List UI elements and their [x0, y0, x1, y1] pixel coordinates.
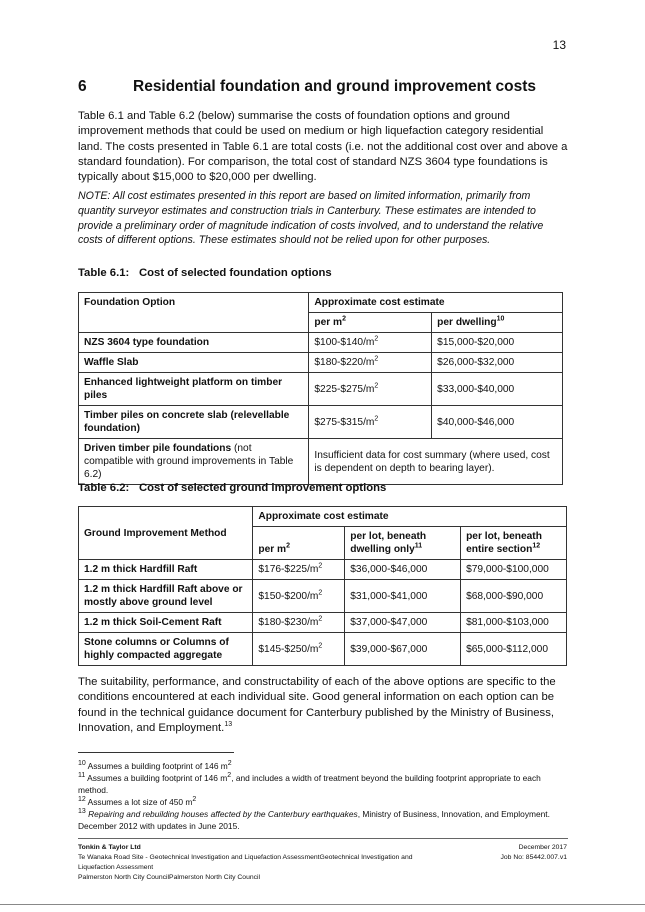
footnote: $^{12}$ Assumes a lot size of 450 $m^2$: [78, 796, 197, 807]
foundation-option-cell: Timber piles on concrete slab (relevellable foundation): [79, 406, 309, 439]
section-number: 6: [78, 78, 87, 95]
footer-project: Te Wanaka Road Site - Geotechnical Investigation and Liquefaction AssessmentGeotechnical Investigation and Liquefaction Assessment: [78, 854, 413, 871]
footnote-reference: 13: [224, 721, 233, 729]
footnote-divider: [78, 752, 234, 753]
header-approx-cost: Approximate cost estimate: [309, 293, 563, 313]
method-cell: 1.2 m thick Hardfill Raft: [79, 560, 253, 580]
footer-job-number: Job No: 85442.007.v1: [500, 854, 567, 861]
per-lot-dwelling-cell: $31,000-$41,000: [345, 580, 461, 613]
intro-paragraph: Table 6.1 and Table 6.2 (below) summarise the costs of foundation options and ground improvement methods that could be used on medium or high liquefaction category residential land. The costs presented in Table 6.1 are total costs (i.e. not the additional cost over and above a standard foundation). For comparison, the total cost of standard NZS 3604 type foundations is typically about $15,000 to $20,000 per dwelling.: [78, 110, 568, 184]
table-row: [79, 633, 567, 666]
method-cell: Stone columns or Columns of highly compacted aggregate: [79, 633, 253, 666]
header-per-m2: per $m^2$: [253, 527, 345, 560]
section-title: Residential foundation and ground improvement costs: [133, 78, 537, 95]
foundation-option-cell: Waffle Slab: [79, 353, 309, 373]
footer-left: [78, 843, 438, 883]
per-lot-section-cell: $79,000-$100,000: [461, 560, 567, 580]
table-row: [79, 406, 563, 439]
per-m2-cell: $\$225-\$275/m^2$: [309, 373, 432, 406]
table-row: [79, 560, 567, 580]
table-6-2-caption-number: Table 6.2:: [78, 482, 130, 494]
foundation-option-cell: NZS 3604 type foundation: [79, 333, 309, 353]
footnote: $^{10}$ Assumes a building footprint of 146 $m^2$: [78, 760, 232, 771]
per-m2-cell: $\$275-\$315/m^2$: [309, 406, 432, 439]
per-m2-cell: $\$150-\$200/m^2$: [253, 580, 345, 613]
table-6-1-caption-number: Table 6.1:: [78, 267, 130, 279]
footnotes: [78, 760, 568, 832]
header-per-lot-dwelling: per lot, beneath dwelling only$^{11}$: [345, 527, 461, 560]
footer-divider: [78, 838, 568, 839]
footer-date: December 2017: [518, 844, 567, 851]
method-cell: 1.2 m thick Soil-Cement Raft: [79, 613, 253, 633]
per-dwelling-cell: $33,000-$40,000: [432, 373, 563, 406]
per-dwelling-cell: $15,000-$20,000: [432, 333, 563, 353]
footer-right: [500, 843, 567, 863]
header-per-lot-section: per lot, beneath entire section$^{12}$: [461, 527, 567, 560]
method-cell: 1.2 m thick Hardfill Raft above or mostly above ground level: [79, 580, 253, 613]
per-m2-cell: $\$180-\$220/m^2$: [309, 353, 432, 373]
per-lot-dwelling-cell: $36,000-$46,000: [345, 560, 461, 580]
header-per-dwelling: per dwelling$^{10}$: [432, 313, 563, 333]
section-heading: [78, 78, 536, 96]
per-lot-section-cell: $65,000-$112,000: [461, 633, 567, 666]
table-6-1-caption-title: Cost of selected foundation options: [139, 267, 332, 279]
table-row: [79, 333, 563, 353]
per-lot-dwelling-cell: $37,000-$47,000: [345, 613, 461, 633]
per-dwelling-cell: $26,000-$32,000: [432, 353, 563, 373]
table-6-1-caption: [78, 267, 332, 279]
footer-company: Tonkin & Taylor Ltd: [78, 844, 141, 851]
table-row: [79, 613, 567, 633]
table-6-2-caption: [78, 482, 386, 494]
per-m2-cell: $\$180-\$230/m^2$: [253, 613, 345, 633]
table-row: [79, 580, 567, 613]
table-6-2-caption-title: Cost of selected ground improvement options: [139, 482, 387, 494]
foundation-option-cell: Driven timber pile foundations (not compatible with ground improvements in Table 6.2): [79, 439, 309, 485]
foundation-options-table: [78, 292, 563, 485]
per-m2-cell: $\$176-\$225/m^2$: [253, 560, 345, 580]
foundation-option-cell: Enhanced lightweight platform on timber piles: [79, 373, 309, 406]
footnote: $^{13}$ Repairing and rebuilding houses affected by the Canterbury earthquakes, Ministry of Business, Innovation, and Employment. December 2012 with updates in June 2015.: [78, 808, 550, 831]
per-lot-dwelling-cell: $39,000-$67,000: [345, 633, 461, 666]
footnote: $^{11}$ Assumes a building footprint of 146 $m^2$, and includes a width of treatment beyond the building footprint appropriate to each method.: [78, 772, 541, 795]
per-dwelling-cell: $40,000-$46,000: [432, 406, 563, 439]
table-row: [79, 353, 563, 373]
per-lot-section-cell: $68,000-$90,000: [461, 580, 567, 613]
table-row: [79, 373, 563, 406]
closing-paragraph: The suitability, performance, and constructability of each of the above options are specific to the conditions encountered at each individual site. Good general information on each option can be found in the technical guidance document for Canterbury published by the Ministry of Business, Innovation, and Employment.$^{13}$: [78, 676, 556, 734]
per-m2-cell: $\$100-\$140/m^2$: [309, 333, 432, 353]
header-per-m2: per $m^2$: [309, 313, 432, 333]
table-row: [79, 439, 563, 485]
page-number: 13: [552, 38, 566, 52]
ground-improvement-table: [78, 506, 567, 666]
footer-client: Palmerston North City CouncilPalmerston North City Council: [78, 874, 261, 881]
note-paragraph: NOTE: All cost estimates presented in this report are based on limited information, primarily from quantity surveyor estimates and construction trials in Canterbury. These estimates are intended to provide a preliminary order of magnitude indication of costs involved, and to understand the relative costs of different options. These estimates should not be relied upon for other purposes.: [78, 190, 544, 247]
per-m2-cell: $\$145-\$250/m^2$: [253, 633, 345, 666]
header-foundation-option: Foundation Option: [79, 293, 309, 333]
header-approx-cost: Approximate cost estimate: [253, 507, 567, 527]
per-lot-section-cell: $81,000-$103,000: [461, 613, 567, 633]
header-ground-improvement-method: Ground Improvement Method: [79, 507, 253, 560]
page-edge: [0, 904, 645, 905]
insufficient-data-cell: Insufficient data for cost summary (where used, cost is dependent on depth to bearing layer).: [309, 439, 563, 485]
